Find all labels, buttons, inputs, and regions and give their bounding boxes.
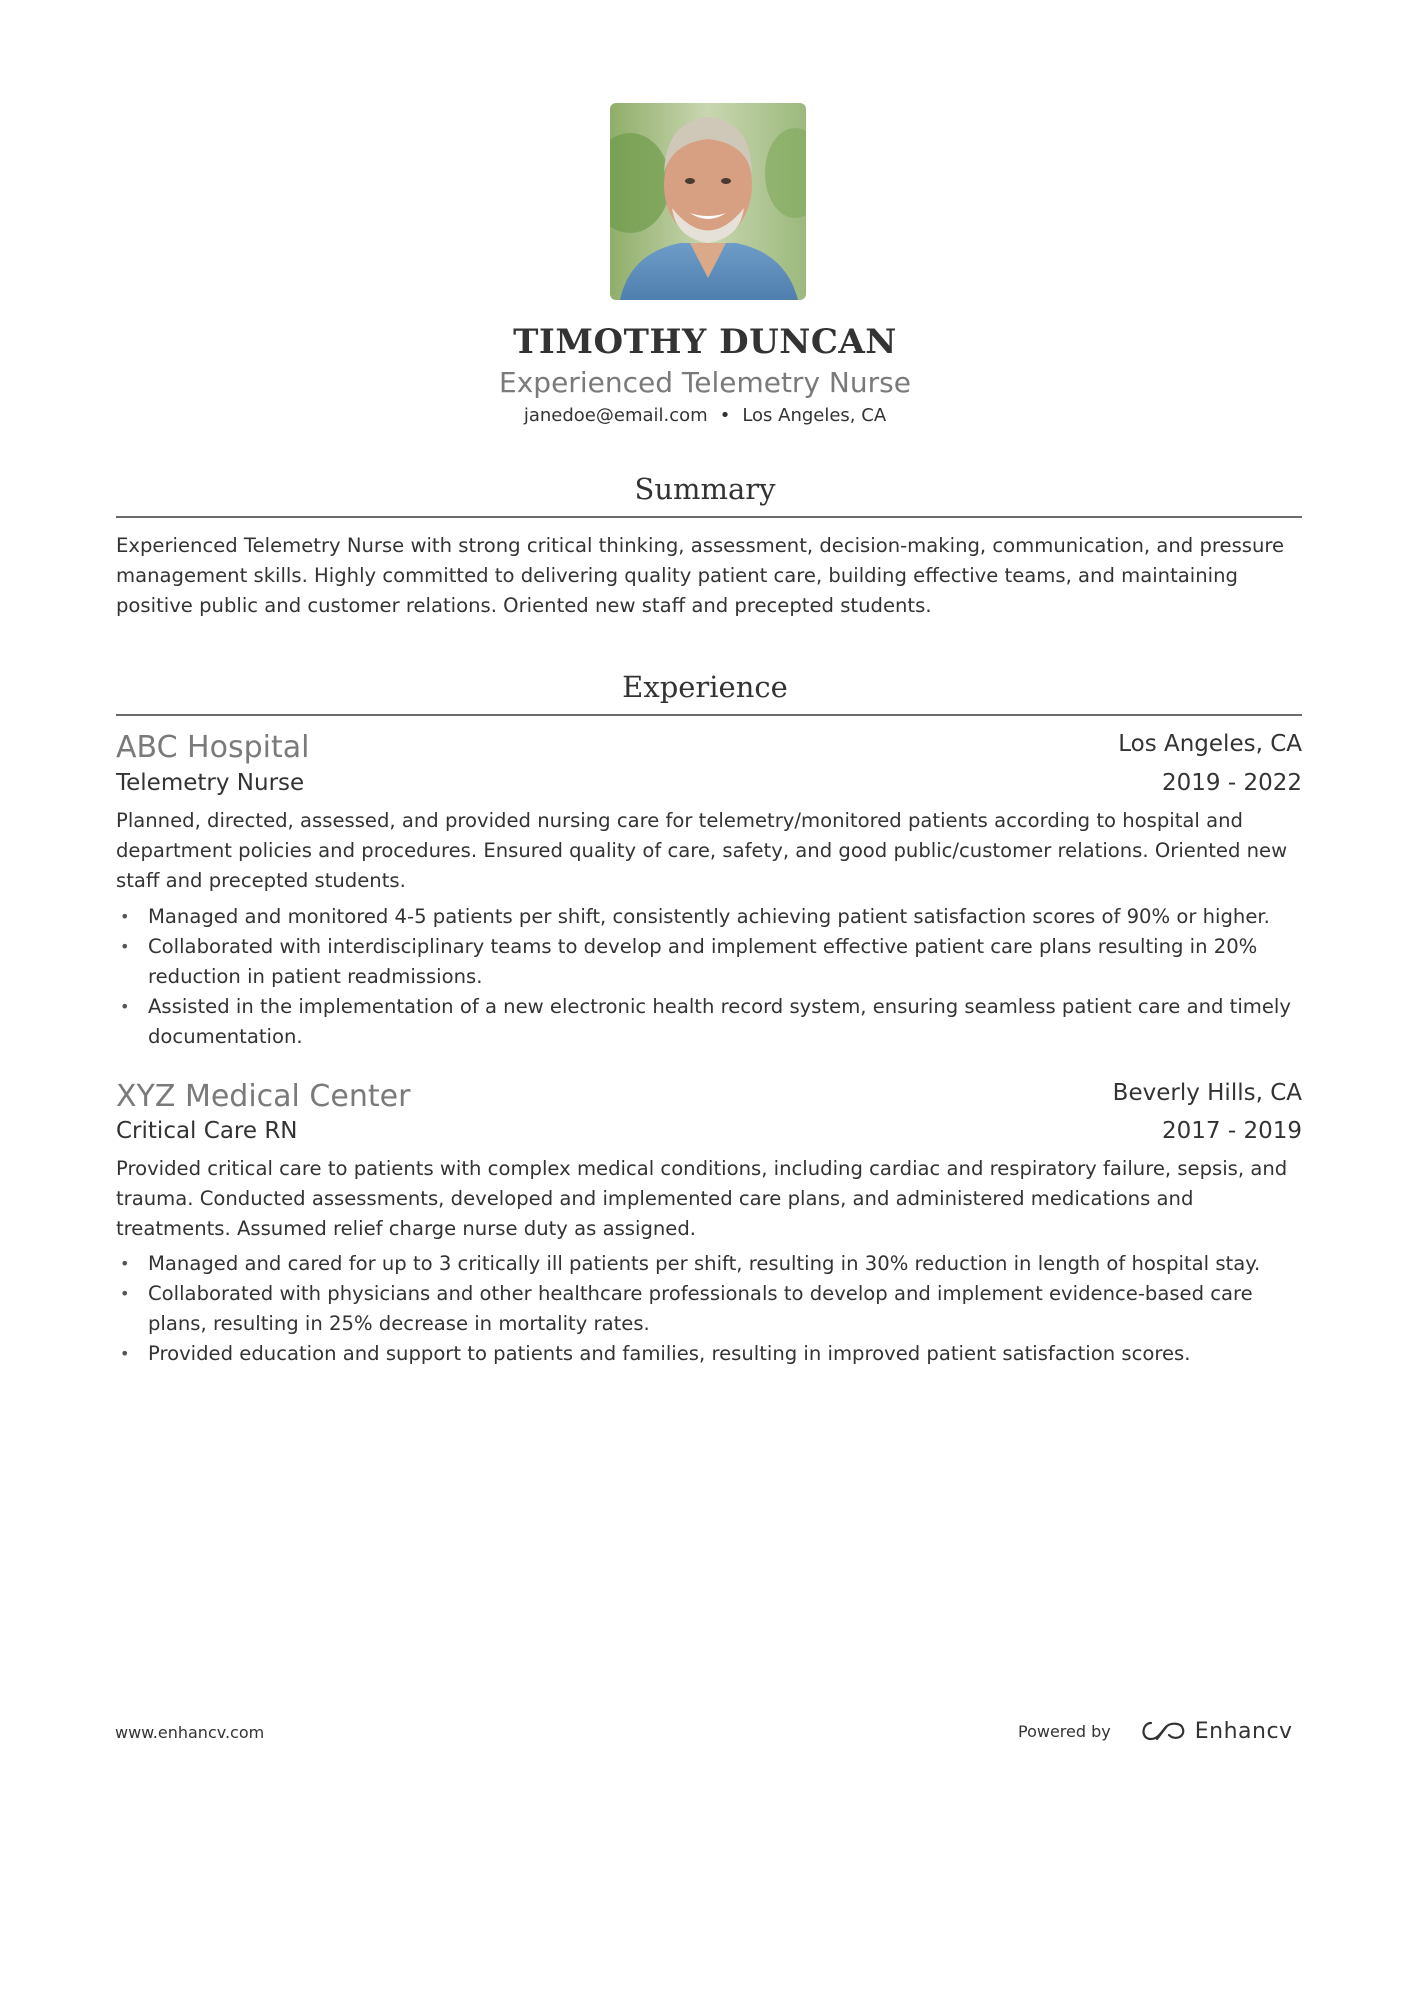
job-location: Beverly Hills, CA: [1112, 1080, 1302, 1106]
powered-by-label: Powered by: [1018, 1721, 1111, 1741]
summary-divider: [116, 516, 1302, 518]
job-description: Provided critical care to patients with complex medical conditions, including cardiac and respiratory failure, sepsis, and trauma. Conducted assessments, developed and implemented care plans, and administered medications and treatments. Assumed relief charge nurse duty as assigned.: [116, 1157, 1288, 1240]
experience-heading: Experience: [622, 670, 788, 704]
job-location: Los Angeles, CA: [1118, 731, 1302, 757]
job-dates: 2019 - 2022: [1162, 770, 1302, 796]
brand-name: Enhancv: [1194, 1718, 1293, 1744]
job-bullet: • Collaborated with interdisciplinary teams to develop and implement effective patient care plans resulting in 20% reduction in patient readmissions.: [116, 932, 1306, 992]
job-bullet: • Provided education and support to patients and families, resulting in improved patient satisfaction scores.: [116, 1339, 1306, 1369]
job-bullet: • Assisted in the implementation of a new electronic health record system, ensuring seamless patient care and timely documentation.: [116, 992, 1306, 1052]
enhancv-logo-icon: [1137, 1718, 1189, 1744]
summary-heading: Summary: [634, 472, 776, 506]
experience-divider: [116, 714, 1302, 716]
job-dates: 2017 - 2019: [1162, 1118, 1302, 1144]
job-company: XYZ Medical Center: [116, 1079, 411, 1114]
footer-website-link[interactable]: www.enhancv.com: [115, 1723, 265, 1742]
job-bullet: • Managed and monitored 4-5 patients per shift, consistently achieving patient satisfaction scores of 90% or higher.: [116, 902, 1306, 932]
candidate-title: Experienced Telemetry Nurse: [499, 366, 911, 399]
job-role: Critical Care RN: [116, 1118, 298, 1144]
email-link[interactable]: janedoe@email.com: [523, 405, 708, 426]
job-bullets: [116, 1249, 1306, 1369]
job-description: Planned, directed, assessed, and provided nursing care for telemetry/monitored patients according to hospital and department policies and procedures. Ensured quality of care, safety, and good public/customer relations. Oriented new staff and precepted students.: [116, 809, 1288, 892]
footer-powered-by[interactable]: [1018, 1718, 1293, 1744]
job-role: Telemetry Nurse: [116, 770, 305, 796]
location-text: Los Angeles, CA: [742, 405, 887, 426]
summary-text: Experienced Telemetry Nurse with strong critical thinking, assessment, decision-making, communication, and pressure management skills. Highly committed to delivering quality patient care, building effective teams, and maintaining positive public and customer relations. Oriented new staff and precepted students.: [116, 534, 1285, 617]
job-company: ABC Hospital: [116, 730, 310, 765]
profile-photo: [610, 103, 806, 300]
job-bullet: • Collaborated with physicians and other healthcare professionals to develop and implement evidence-based care plans, resulting in 25% decrease in mortality rates.: [116, 1279, 1306, 1339]
job-bullets: [116, 902, 1306, 1052]
candidate-name: TIMOTHY DUNCAN: [513, 322, 897, 362]
contact-separator: •: [719, 405, 731, 426]
job-bullet: • Managed and cared for up to 3 critically ill patients per shift, resulting in 30% reduction in length of hospital stay.: [116, 1249, 1306, 1279]
contact-line: [0, 405, 1410, 426]
